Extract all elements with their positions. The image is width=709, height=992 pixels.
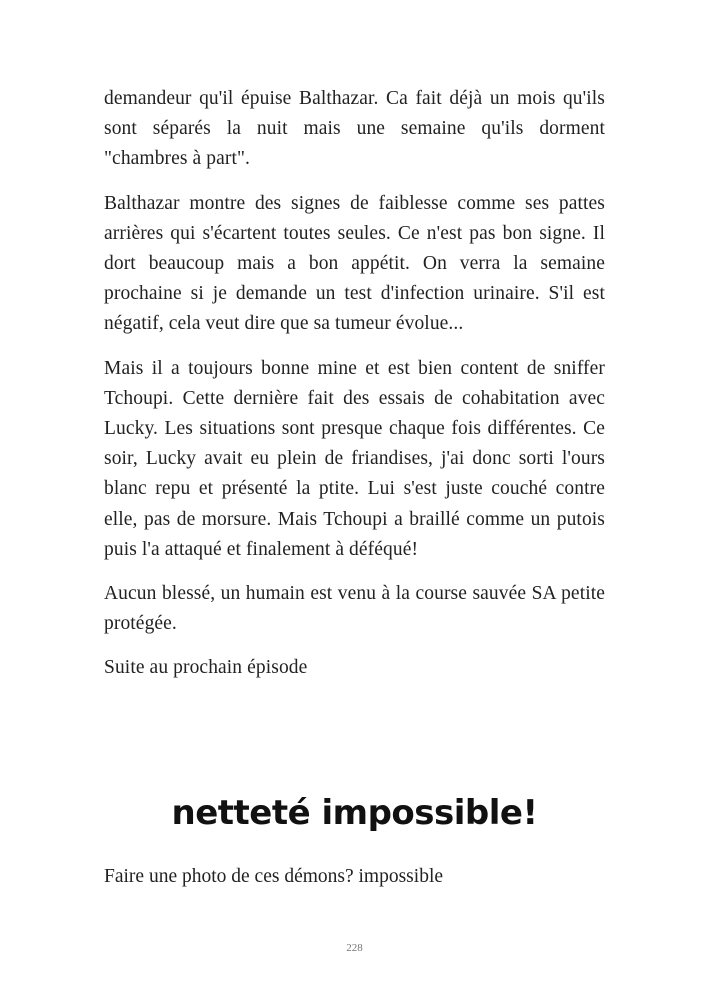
section-heading: netteté impossible!	[171, 793, 538, 833]
paragraph-5: Suite au prochain épisode	[104, 657, 308, 679]
section-text: Faire une photo de ces démons? impossible	[104, 866, 444, 887]
paragraph-4: Aucun blessé, un humain est venu à la course sauvée SA petite protégée.	[104, 583, 605, 635]
page-body	[104, 84, 605, 698]
paragraph-1: demandeur qu'il épuise Balthazar. Ca fait déjà un mois qu'ils sont séparés la nuit mais une semaine qu'ils dorment "chambres à part".	[104, 88, 605, 170]
paragraph-2: Balthazar montre des signes de faiblesse comme ses pattes arrières qui s'écartent toutes seules. Ce n'est pas bon signe. Il dort beaucoup mais a bon appétit. On verra la semaine prochaine si je demande un test d'infection urinaire. S'il est négatif, cela veut dire que sa tumeur évolue...	[104, 192, 605, 335]
paragraph-3: Mais il a toujours bonne mine et est bien content de sniffer Tchoupi. Cette dernière fait des essais de cohabitation avec Lucky. Les situations sont presque chaque fois différentes. Ce soir, Lucky avait eu plein de friandises, j'ai donc sorti l'ours blanc repu et présenté la ptite. Lui s'est juste couché contre elle, pas de morsure. Mais Tchoupi a braillé comme un putois puis l'a attaqué et finalement à déféqué!	[104, 357, 605, 560]
page-number: 228	[346, 942, 363, 954]
